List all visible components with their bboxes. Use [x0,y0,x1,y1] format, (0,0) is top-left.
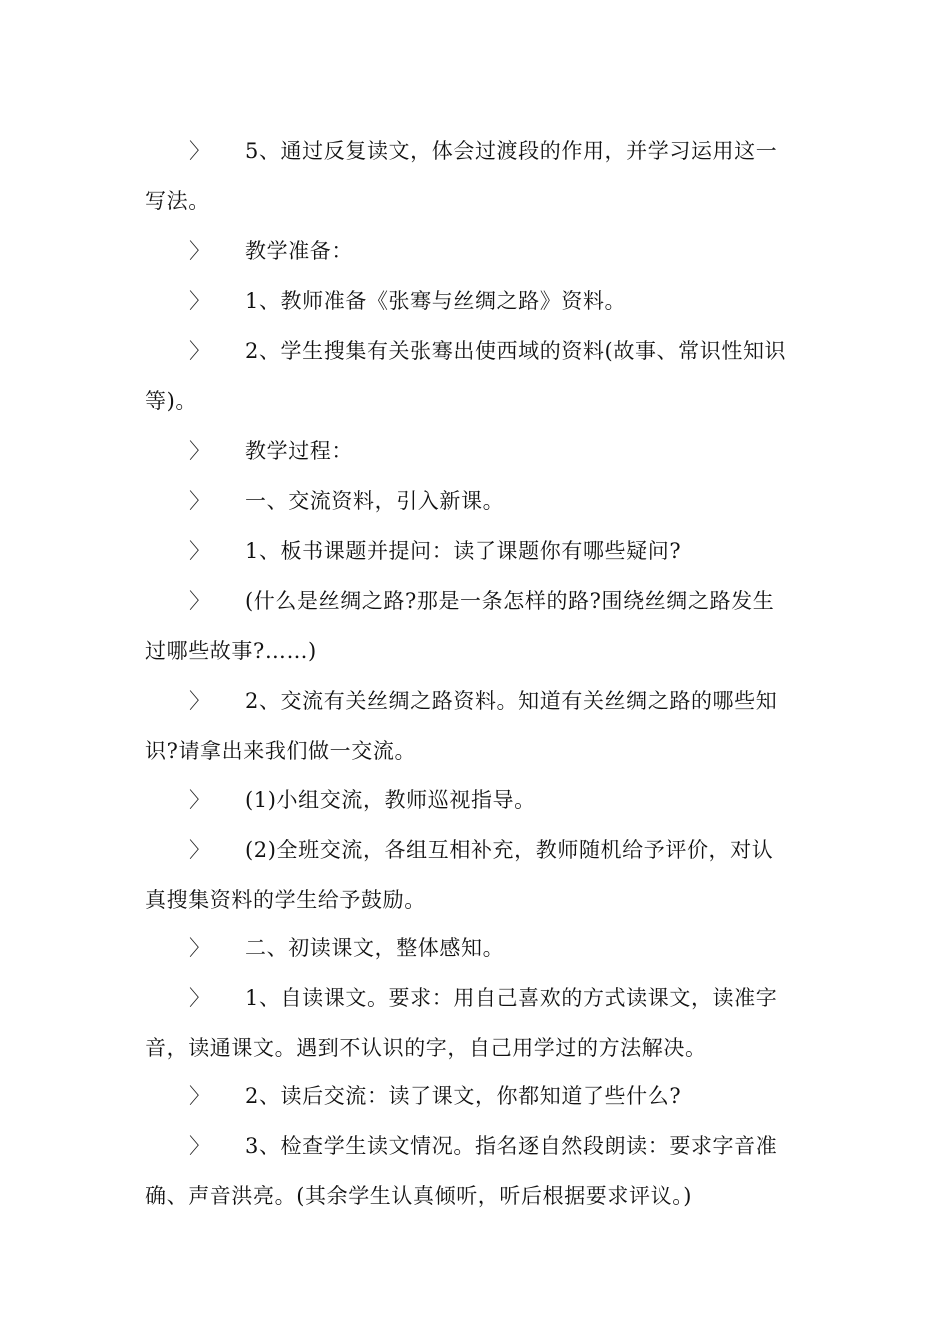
paragraph [145,1071,813,1121]
paragraph [145,526,813,576]
paragraph-line: 5、通过反复读文，体会过渡段的作用，并学习运用这一 [245,139,778,163]
paragraph [145,276,813,326]
bullet-marker: 〉 [189,439,210,463]
paragraph-line: 音，读通课文。遇到不认识的字，自己用学过的方法解决。 [145,1036,707,1060]
paragraph-line: 写法。 [145,189,210,213]
bullet-marker: 〉 [189,936,210,960]
bullet-marker: 〉 [189,489,210,513]
paragraph-line: 确、声音洪亮。(其余学生认真倾听，听后根据要求评议。) [145,1184,693,1208]
bullet-marker: 〉 [189,689,210,713]
paragraph-line: (1)小组交流，教师巡视指导。 [245,788,536,812]
bullet-marker: 〉 [189,539,210,563]
paragraph-line: 1、板书课题并提问：读了课题你有哪些疑问? [245,539,682,563]
bullet-marker: 〉 [189,1084,210,1108]
paragraph-line: 1、自读课文。要求：用自己喜欢的方式读课文，读准字 [245,986,778,1010]
paragraph [145,923,813,973]
paragraph [145,326,813,426]
bullet-marker: 〉 [189,788,210,812]
paragraph [145,426,813,476]
bullet-marker: 〉 [189,838,210,862]
paragraph-line: (2)全班交流，各组互相补充，教师随机给予评价，对认 [245,838,774,862]
paragraph [145,676,813,776]
paragraph [145,775,813,825]
paragraph-line: 一、交流资料，引入新课。 [245,489,505,513]
paragraph [145,576,813,676]
paragraph [145,126,813,226]
bullet-marker: 〉 [189,986,210,1010]
paragraph-line: 等)。 [145,389,197,413]
paragraph [145,226,813,276]
paragraph-line: 二、初读课文，整体感知。 [245,936,505,960]
bullet-marker: 〉 [189,289,210,313]
bullet-marker: 〉 [189,1134,210,1158]
paragraph-line: 3、检查学生读文情况。指名逐自然段朗读：要求字音准 [245,1134,778,1158]
bullet-marker: 〉 [189,139,210,163]
paragraph-line: 教学准备： [245,239,353,263]
paragraph-line: (什么是丝绸之路?那是一条怎样的路?围绕丝绸之路发生 [245,589,775,613]
paragraph-line: 过哪些故事?……) [145,639,317,663]
paragraph-line: 教学过程： [245,439,353,463]
bullet-marker: 〉 [189,239,210,263]
paragraph-line: 1、教师准备《张骞与丝绸之路》资料。 [245,289,627,313]
bullet-marker: 〉 [189,339,210,363]
bullet-marker: 〉 [189,589,210,613]
paragraph [145,476,813,526]
paragraph-line: 真搜集资料的学生给予鼓励。 [145,888,426,912]
paragraph-line: 2、交流有关丝绸之路资料。知道有关丝绸之路的哪些知 [245,689,778,713]
paragraph [145,1121,813,1221]
paragraph [145,825,813,925]
paragraph-line: 识?请拿出来我们做一交流。 [145,739,417,763]
paragraph [145,973,813,1073]
paragraph-line: 2、学生搜集有关张骞出使西域的资料(故事、常识性知识 [245,339,787,363]
paragraph-line: 2、读后交流：读了课文，你都知道了些什么? [245,1084,682,1108]
